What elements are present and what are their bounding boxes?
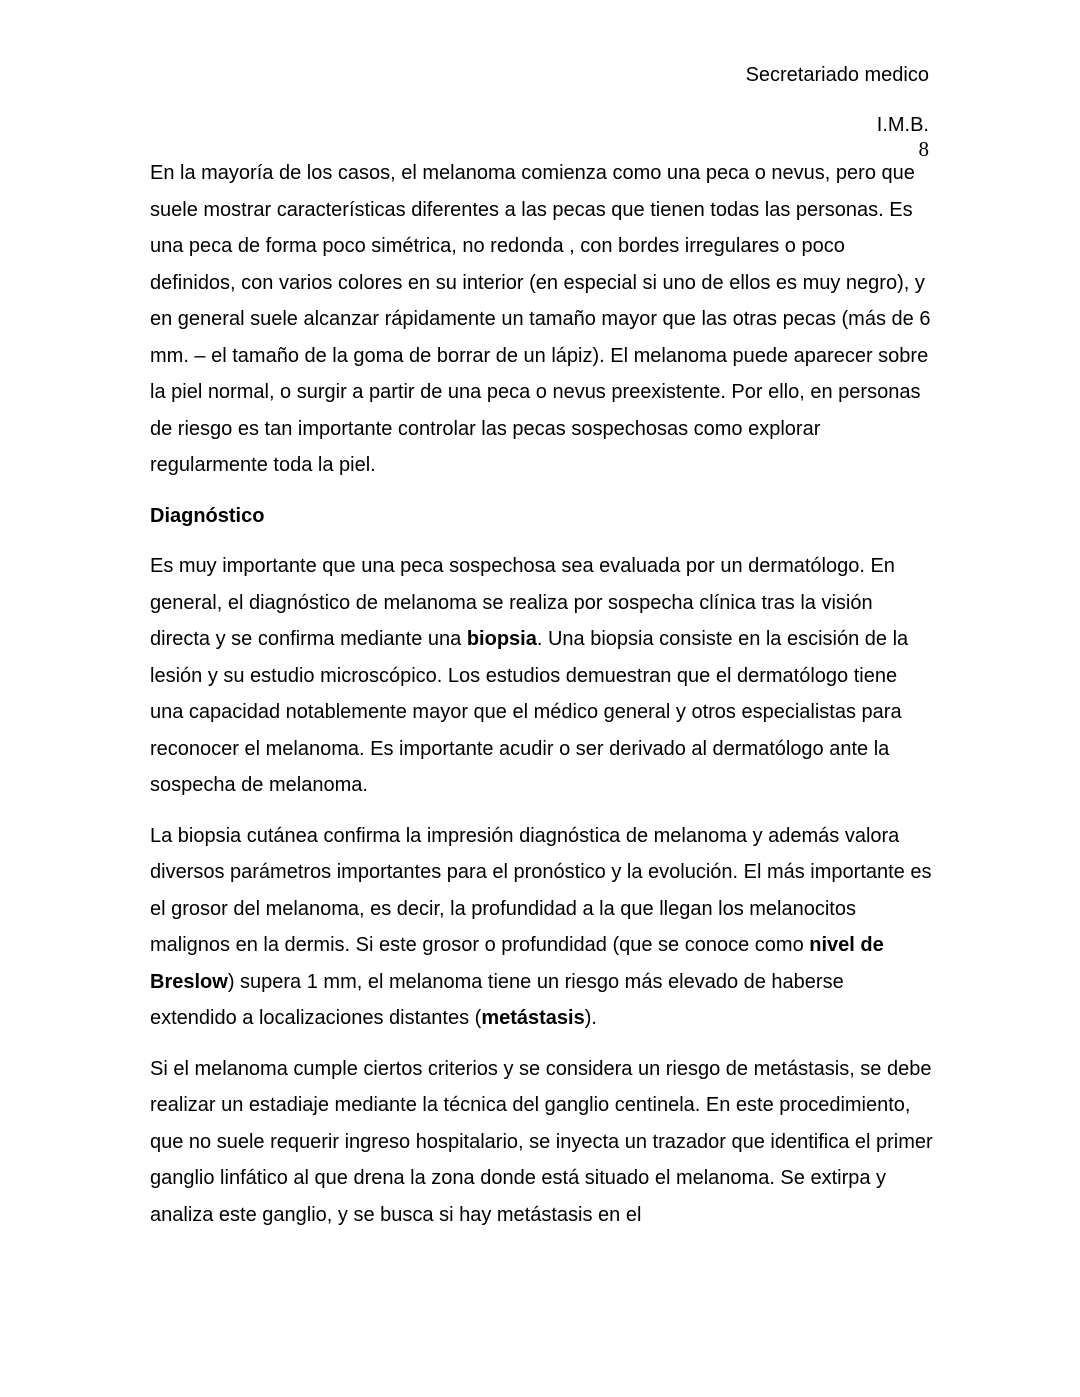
paragraph-diagnosis — [150, 548, 935, 804]
paragraph-biopsy-text-3: ). — [584, 1007, 597, 1029]
section-heading-diagnostico: Diagnóstico — [150, 504, 265, 527]
header-title: Secretariado medico — [745, 64, 929, 86]
term-metastasis: metástasis — [481, 1007, 585, 1029]
paragraph-melanoma-appearance: En la mayoría de los casos, el melanoma comienza como una peca o nevus, pero que suele mostrar características diferentes a las pecas que tienen todas las personas. Es una peca de forma poco simétrica, no redonda , con bordes irregulares o poco definidos, con varios colores en su interior (en especial si uno de ellos es muy negro), y en general suele alcanzar rápidamente un tamaño mayor que las otras pecas (más de 6 mm. – el tamaño de la goma de borrar de un lápiz). El melanoma puede aparecer sobre la piel normal, o surgir a partir de una peca o nevus preexistente. Por ello, en personas de riesgo es tan importante controlar las pecas sospechosas como explorar regularmente toda la piel. — [150, 162, 931, 476]
paragraph-diagnosis-text-2: . Una biopsia consiste en la escisión de la lesión y su estudio microscópico. Los estudios demuestran que el dermatólogo tiene una capacidad notablemente mayor que el médico general y otros especialistas para reconocer el melanoma. Es importante acudir o ser derivado al dermatólogo ante la sospecha de melanoma. — [150, 628, 909, 796]
header-initials: I.M.B. — [876, 114, 929, 136]
term-biopsia: biopsia — [466, 628, 537, 650]
term-nivel-de-breslow: nivel de Breslow — [150, 934, 884, 993]
document-body — [150, 155, 935, 1247]
paragraph-diagnosis-text-1: Es muy importante que una peca sospechosa sea evaluada por un dermatólogo. En general, el diagnóstico de melanoma se realiza por sospecha clínica tras la visión directa y se confirma mediante una — [150, 555, 895, 650]
paragraph-biopsy — [150, 818, 935, 1037]
paragraph-biopsy-text-1: La biopsia cutánea confirma la impresión diagnóstica de melanoma y además valora diversos parámetros importantes para el pronóstico y la evolución. El más importante es el grosor del melanoma, es decir, la profundidad a la que llegan los melanocitos malignos en la dermis. Si este grosor o profundidad (que se conoce como — [150, 824, 932, 956]
page-number: 8 — [918, 137, 929, 161]
paragraph-biopsy-text-2: ) supera 1 mm, el melanoma tiene un riesgo más elevado de haberse extendido a localizaciones distantes ( — [150, 970, 844, 1029]
paragraph-sentinel-node: Si el melanoma cumple ciertos criterios y se considera un riesgo de metástasis, se debe realizar un estadiaje mediante la técnica del ganglio centinela. En este procedimiento, que no suele requerir ingreso hospitalario, se inyecta un trazador que identifica el primer ganglio linfático al que drena la zona donde está situado el melanoma. Se extirpa y analiza este ganglio, y se busca si hay metástasis en el — [150, 1057, 933, 1226]
